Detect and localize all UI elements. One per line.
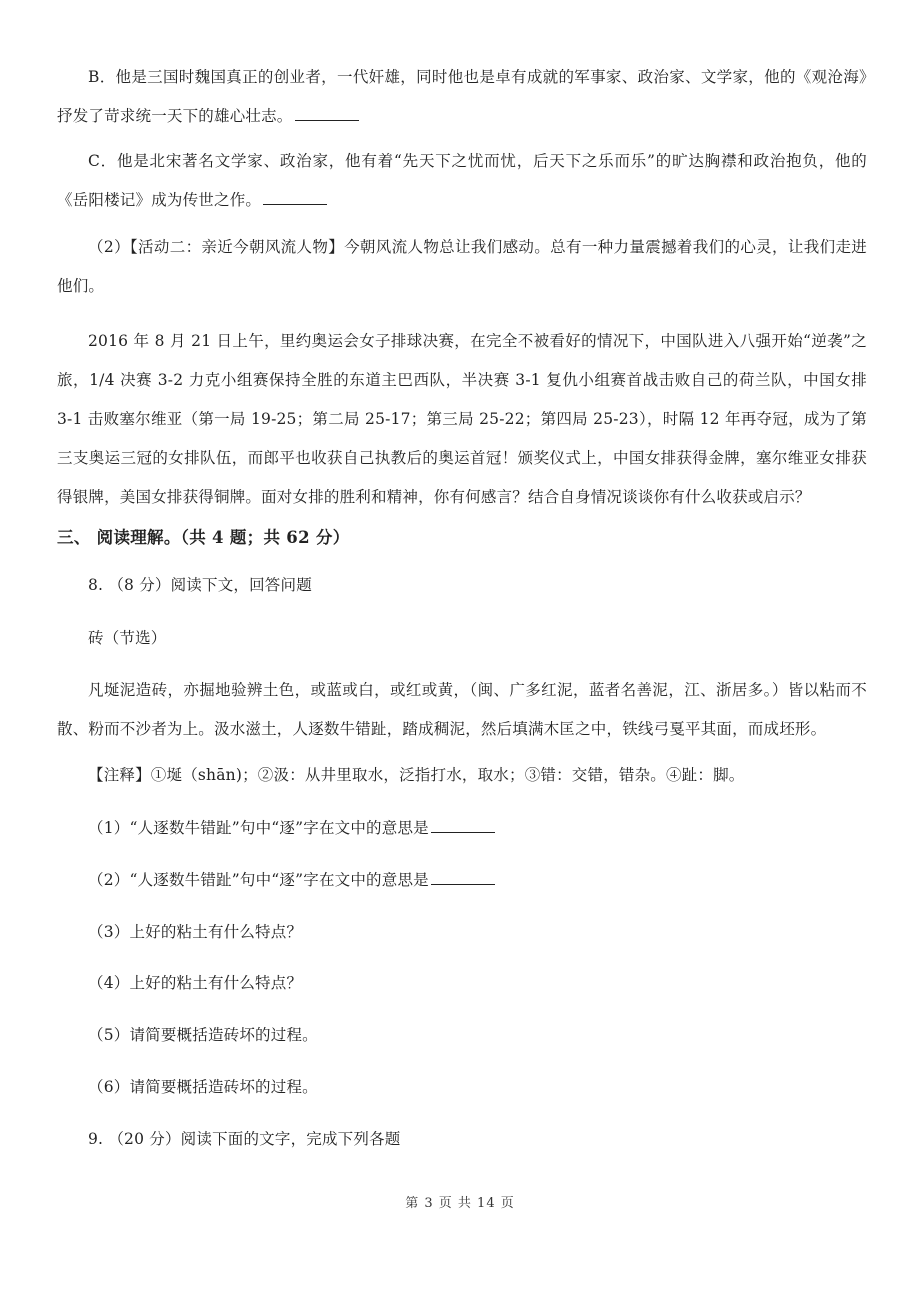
option-b-text: B．他是三国时魏国真正的创业者，一代奸雄，同时他也是卓有成就的军事家、政治家、文学家，他的《观沧海》抒发了苛求统一天下的雄心壮志。 (57, 68, 867, 125)
option-c-text: C．他是北宋著名文学家、政治家，他有着“先天下之忧而忧，后天下之乐而乐”的旷达胸襟和政治抱负，他的《岳阳楼记》成为传世之作。 (57, 152, 867, 209)
activity-two-prompt: （2）【活动二：亲近今朝风流人物】今朝风流人物总让我们感动。总有一种力量震撼着我们的心灵，让我们走进他们。 (57, 238, 867, 295)
question-9-header: 9. （20 分）阅读下面的文字，完成下列各题 (88, 1130, 401, 1148)
passage-text: 凡埏泥造砖，亦掘地验辨土色，或蓝或白，或红或黄，（闽、广多红泥，蓝者名善泥，江、浙居多。）皆以粘而不散、粉而不沙者为上。汲水滋土，人逐数牛错趾，踏成稠泥，然后填满木匡之中，铁线弓戛平其面，而成坯形。 (57, 681, 867, 738)
passage-title: 砖（节选） (88, 629, 167, 647)
option-b (57, 58, 867, 136)
sub-question-2 (88, 861, 868, 900)
sub-question-3: （3）上好的粘土有什么特点？ (88, 923, 303, 941)
sub-question-5: （5）请简要概括造砖坏的过程。 (88, 1026, 318, 1044)
answer-blank (431, 818, 495, 833)
sub-question-1 (88, 809, 868, 848)
sub-question-4: （4）上好的粘土有什么特点？ (88, 974, 303, 992)
answer-blank (431, 870, 495, 885)
sub-question-6: （6）请简要概括造砖坏的过程。 (88, 1078, 318, 1096)
sub-question-1-text: （1）“人逐数牛错趾”句中“逐”字在文中的意思是 (88, 819, 429, 837)
sub-question-2-text: （2）“人逐数牛错趾”句中“逐”字在文中的意思是 (88, 871, 429, 889)
question-8-header: 8. （8 分）阅读下文，回答问题 (88, 576, 312, 594)
section-three-heading: 三、 阅读理解。（共 4 题；共 62 分） (57, 528, 350, 547)
option-c (57, 142, 867, 220)
activity-two-passage: 2016 年 8 月 21 日上午，里约奥运会女子排球决赛，在完全不被看好的情况下，中国队进入八强开始“逆袭”之旅，1/4 决赛 3-2 力克小组赛保持全胜的东道主巴西队，半决赛 3-1 复仇小组赛首战击败自己的荷兰队，中国女排 3-1 击败塞尔维亚（第一局 19-25；第二局 25-17；第三局 25-22；第四局 25-23），时隔 12 年再夺冠，成为了第三支奥运三冠的女排队伍，而郎平也收获自己执教后的奥运首冠！颁奖仪式上，中国女排获得金牌，塞尔维亚女排获得银牌，美国女排获得铜牌。面对女排的胜利和精神，你有何感言？结合自身情况谈谈你有什么收获或启示？ (57, 332, 867, 506)
page-footer: 第 3 页 共 14 页 (405, 1196, 515, 1211)
answer-blank (263, 190, 327, 205)
passage-notes: 【注释】①埏（shān)；②汲：从井里取水，泛指打水，取水；③错：交错，错杂。④趾：脚。 (88, 766, 745, 784)
answer-blank (295, 106, 359, 121)
